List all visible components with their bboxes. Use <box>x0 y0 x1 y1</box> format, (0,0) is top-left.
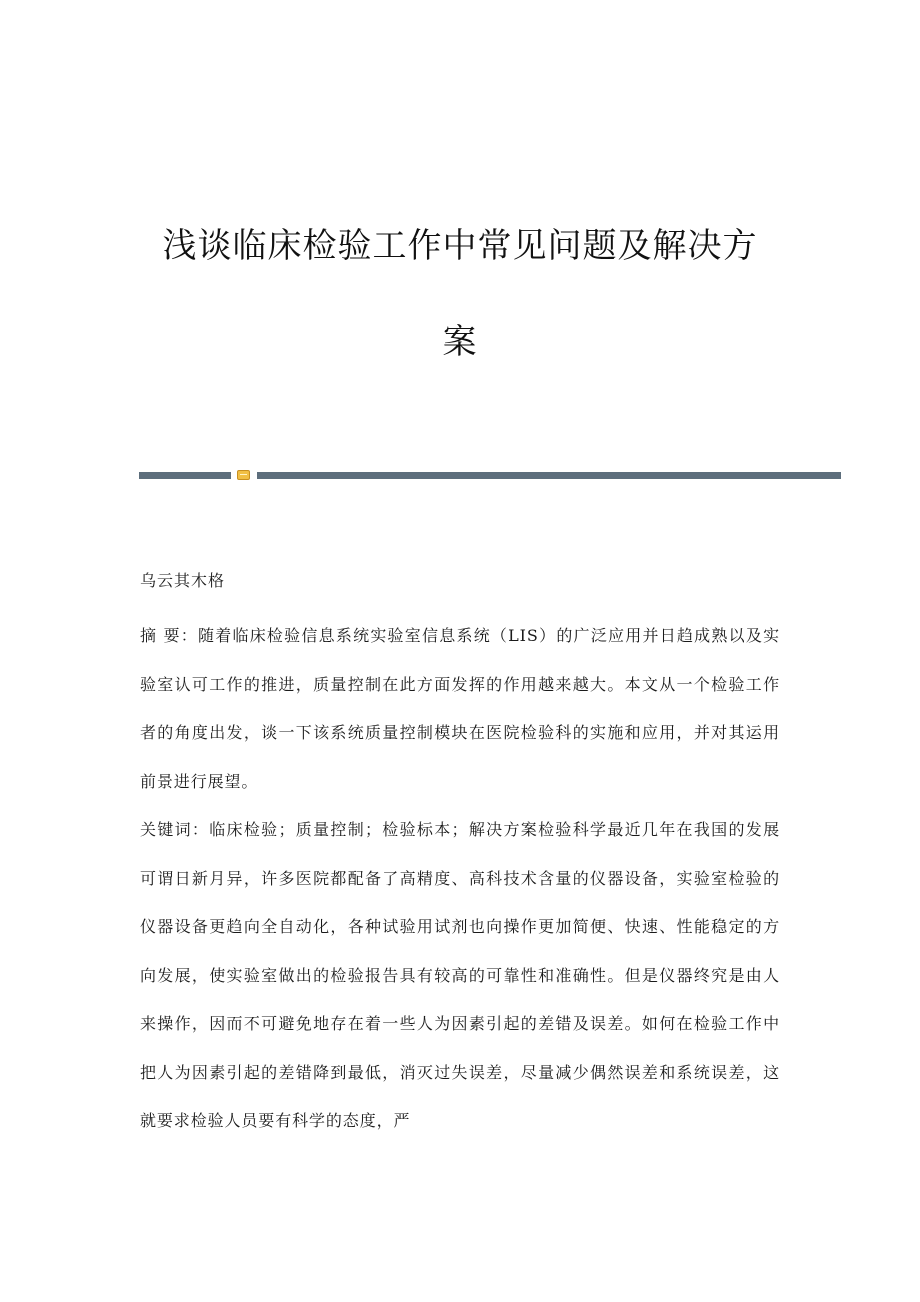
keywords-body-paragraph: 关键词：临床检验；质量控制；检验标本；解决方案检验科学最近几年在我国的发展可谓日新月异，许多医院都配备了高精度、高科技术含量的仪器设备，实验室检验的仪器设备更趋向全自动化，各种试验用试剂也向操作更加简便、快速、性能稳定的方向发展，使实验室做出的检验报告具有较高的可靠性和准确性。但是仪器终究是由人来操作，因而不可避免地存在着一些人为因素引起的差错及误差。如何在检验工作中把人为因素引起的差错降到最低，消灭过失误差，尽量减少偶然误差和系统误差，这就要求检验人员要有科学的态度，严 <box>140 820 780 1130</box>
divider-right-segment <box>257 472 841 479</box>
document-title-line-1: 浅谈临床检验工作中常见问题及解决方 <box>162 226 758 266</box>
document-title-line-2: 案 <box>442 322 478 362</box>
divider-ornament-icon <box>237 470 250 480</box>
divider-left-segment <box>139 472 231 479</box>
title-divider <box>139 469 841 481</box>
abstract-paragraph: 摘 要：随着临床检验信息系统实验室信息系统（LIS）的广泛应用并日趋成熟以及实验室认可工作的推进，质量控制在此方面发挥的作用越来越大。本文从一个检验工作者的角度出发，谈一下该系统质量控制模块在医院检验科的实施和应用，并对其运用前景进行展望。 <box>140 626 780 791</box>
author-name: 乌云其木格 <box>140 571 226 590</box>
